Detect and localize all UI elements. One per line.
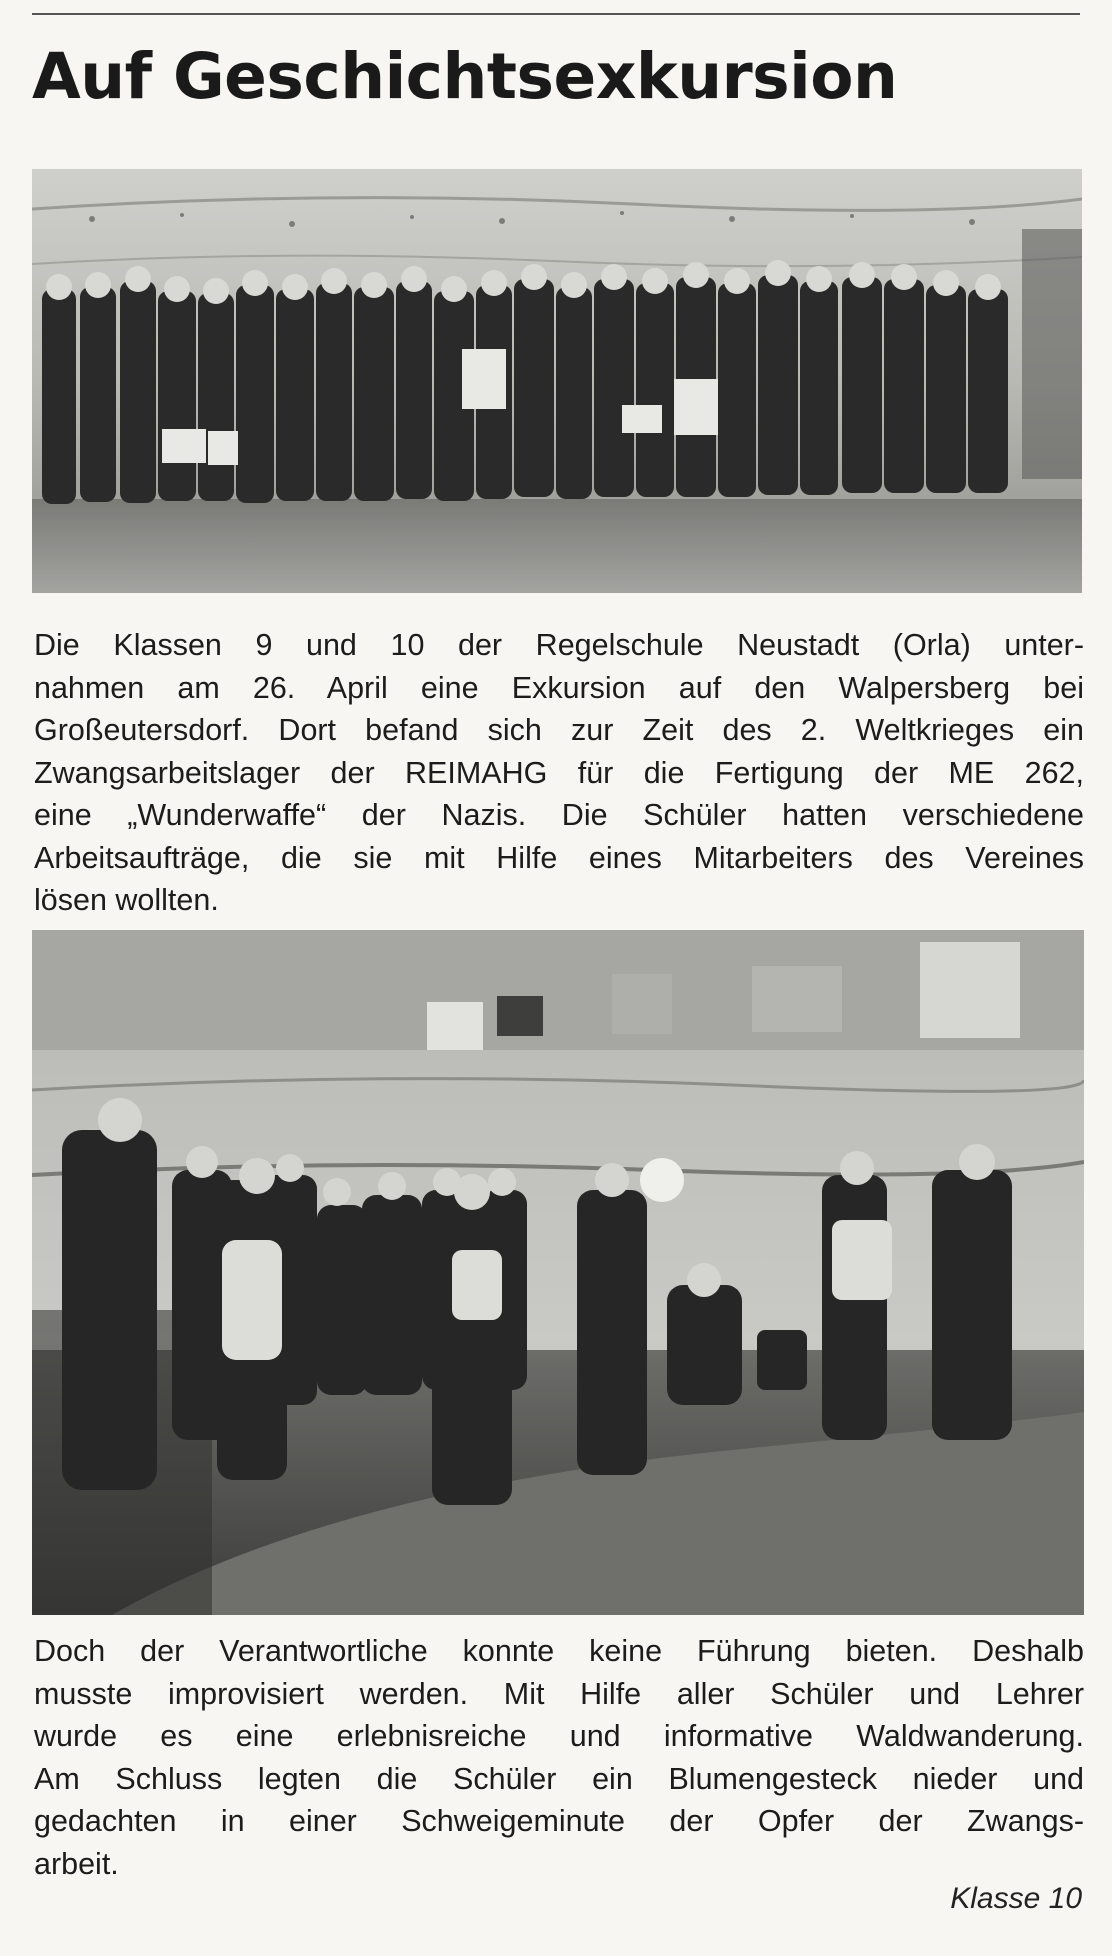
paragraph-2 xyxy=(34,1630,1084,1885)
paragraph-2-line: musste improvisiert werden. Mit Hilfe aller Schüler und Lehrer xyxy=(34,1676,1084,1711)
paragraph-2-line: arbeit. xyxy=(34,1846,119,1881)
paragraph-2-line: wurde es eine erlebnisreiche und informative Waldwanderung. xyxy=(34,1719,1084,1753)
paragraph-1-line: lösen wollten. xyxy=(34,883,219,917)
group-photo-image xyxy=(32,169,1082,593)
paragraph-2-line: Doch der Verantwortliche konnte keine Führung bieten. Deshalb xyxy=(34,1634,1084,1668)
paragraph-1-line: Arbeitsaufträge, die sie mit Hilfe eines Mitarbeiters des Vereines xyxy=(34,840,1084,875)
article-title: Auf Geschichtsexkursion xyxy=(32,40,898,113)
paragraph-1-line: Zwangsarbeitslager der REIMAHG für die Fertigung der ME 262, xyxy=(34,755,1084,790)
paragraph-1-line: Großeutersdorf. Dort befand sich zur Zeit des 2. Weltkrieges ein xyxy=(34,713,1084,747)
top-rule xyxy=(32,13,1080,15)
paragraph-2-line: Am Schluss legten die Schüler ein Blumengesteck nieder und xyxy=(34,1761,1084,1796)
memorial-photo-image xyxy=(32,930,1084,1615)
paragraph-1-line: nahmen am 26. April eine Exkursion auf den Walpersberg bei xyxy=(34,670,1084,705)
memorial-photo xyxy=(32,930,1084,1615)
author-signature: Klasse 10 xyxy=(950,1882,1082,1915)
paragraph-1 xyxy=(34,624,1084,922)
group-photo xyxy=(32,169,1082,593)
paragraph-1-line: Die Klassen 9 und 10 der Regelschule Neustadt (Orla) unter- xyxy=(34,628,1084,662)
paragraph-1-line: eine „Wunderwaffe“ der Nazis. Die Schüler hatten verschiedene xyxy=(34,798,1084,832)
paragraph-2-line: gedachten in einer Schweigeminute der Opfer der Zwangs- xyxy=(34,1804,1084,1838)
